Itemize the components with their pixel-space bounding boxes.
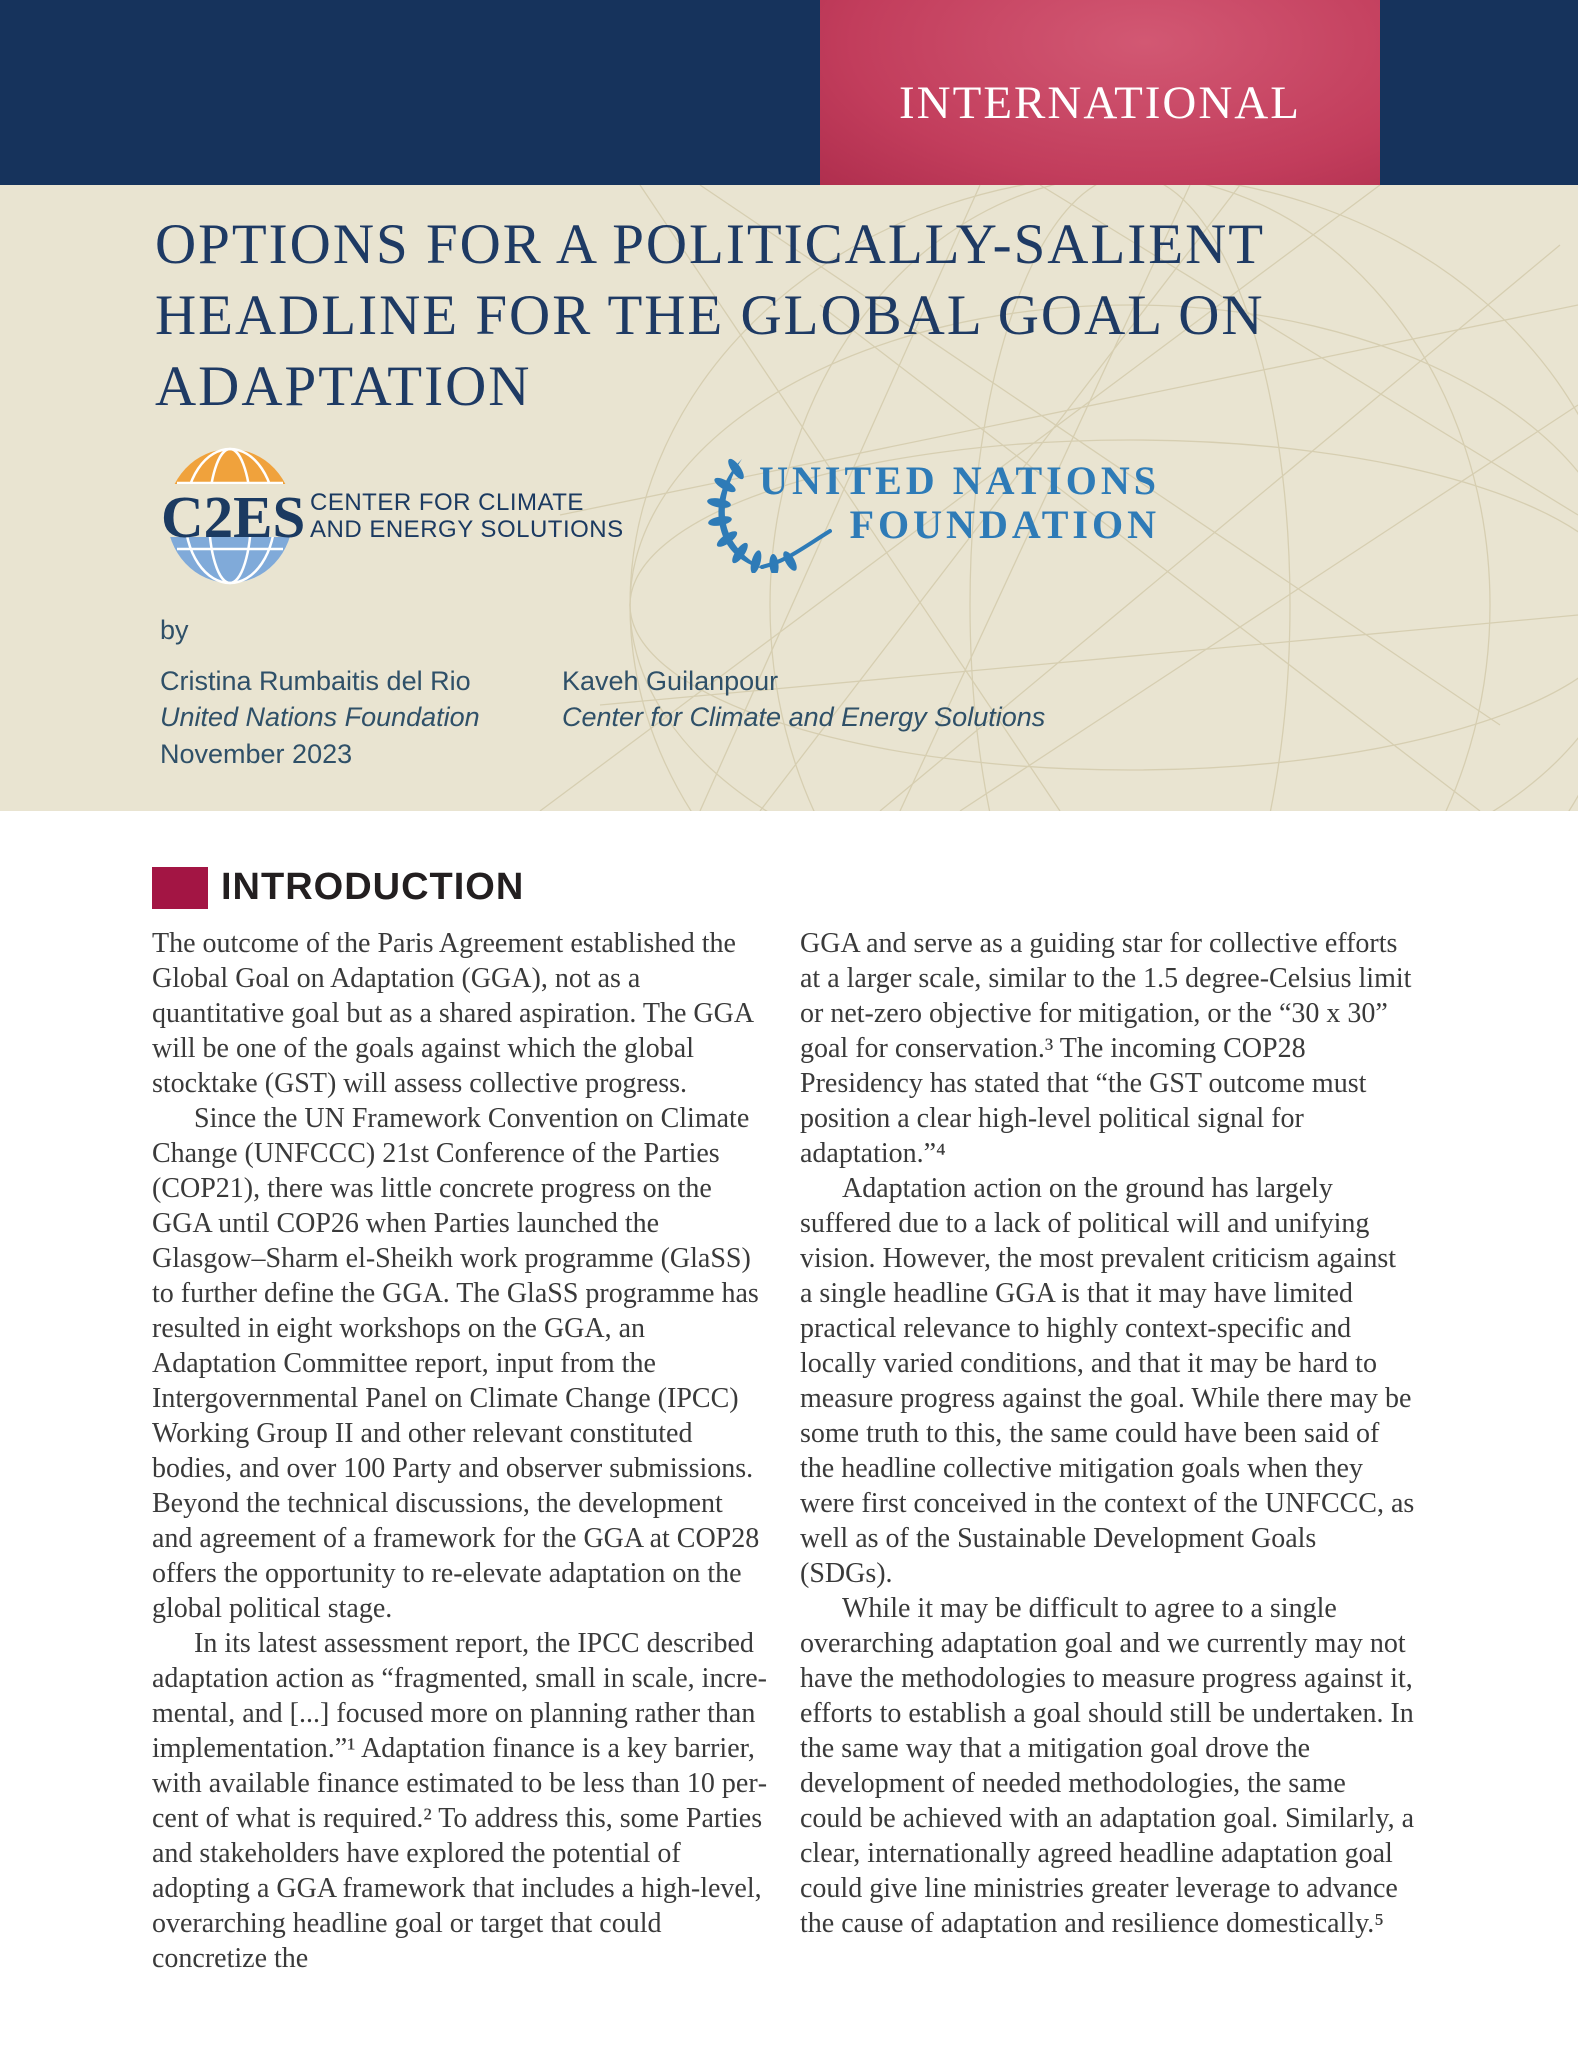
section-heading: INTRODUCTION xyxy=(221,866,525,908)
paragraph: In its latest assessment report, the IPCC described adaptation action as “fragmented, small in scale, incremental, and [...] focused more on planning rather than implementation.”¹ Adaptation finance is a key barrier, with available finance estimated to be less than 10 percent of what is required.² To address this, some Parties and stakeholders have explored the potential of adopting a GGA framework that includes a high-level, overarching headline goal or target that could concretize the xyxy=(152,1628,768,1974)
c2es-logo xyxy=(160,443,660,588)
page-title-line: ADAPTATION xyxy=(155,355,532,418)
unf-logo xyxy=(700,453,1170,575)
unf-name-line: FOUNDATION xyxy=(849,502,1160,547)
body-column-left xyxy=(152,926,767,1976)
author-affiliation: Center for Climate and Energy Solutions xyxy=(562,702,1046,732)
unf-name xyxy=(736,459,1160,547)
publication-date: November 2023 xyxy=(160,739,353,769)
paragraph: The outcome of the Paris Agreement established the Global Goal on Adaptation (GGA), not as a quantitative goal but as a shared aspiration. The GGA will be one of the goals against which the global stocktake (GST) will assess collective progress. xyxy=(152,928,753,1099)
author-block xyxy=(562,663,1045,735)
unf-name-line: UNITED NATIONS xyxy=(759,458,1160,503)
author-block xyxy=(160,663,480,735)
paragraph: Since the UN Framework Convention on Climate Change (UNFCCC) 21st Conference of the Parties (COP21), there was little concrete progress on the GGA until COP26 when Parties launched the Glasgow–Sharm el-Sheikh work programme (GlaSS) to further define the GGA. The GlaSS programme has resulted in eight workshops on the GGA, an Adaptation Committee report, input from the Intergovernmental Panel on Climate Change (IPCC) Working Group II and other relevant constituted bodies, and over 100 Party and observer submissions. Beyond the technical discussions, the development and agreement of a framework for the GGA at COP28 offers the opportunity to re-elevate adaptation on the global political stage. xyxy=(152,1103,760,1624)
page-title-line: OPTIONS FOR A POLITICALLY-SALIENT xyxy=(155,213,1266,276)
author-name: Cristina Rumbaitis del Rio xyxy=(160,666,471,696)
paragraph: Adaptation action on the ground has largely suffered due to a lack of political will and unifying vision. However, the most prevalent criticism against a single headline GGA is that it may have limited practical relevance to highly context-specific and locally varied conditions, and that it may be hard to measure progress against the goal. While there may be some truth to this, the same could have been said of the headline collective mitigation goals when they were first conceived in the context of the UNFCCC, as well as of the Sustainable Development Goals (SDGs). xyxy=(800,1173,1415,1589)
cover-hero-section xyxy=(0,185,1578,811)
international-label: INTERNATIONAL xyxy=(899,77,1301,129)
body-column-right xyxy=(800,926,1415,1941)
byline-by: by xyxy=(160,615,189,645)
c2es-name-line: CENTER FOR CLIMATE xyxy=(310,489,584,516)
paragraph: GGA and serve as a guiding star for collective efforts at a larger scale, similar to the 1.5 degree-Celsius limit or net-zero objective for mitigation, or the “30 x 30” goal for conservation.³ The incoming COP28 Presidency has stated that “the GST outcome must position a clear high-level political signal for adaptation.”⁴ xyxy=(800,928,1412,1169)
c2es-name-line: AND ENERGY SOLUTIONS xyxy=(310,516,624,543)
page-title xyxy=(155,209,1265,422)
c2es-acronym: C2ES xyxy=(161,484,306,550)
author-name: Kaveh Guilanpour xyxy=(562,666,779,696)
c2es-name xyxy=(310,489,624,543)
section-marker-square xyxy=(152,867,208,909)
page-title-line: HEADLINE FOR THE GLOBAL GOAL ON xyxy=(155,284,1265,347)
international-banner xyxy=(820,0,1380,192)
author-affiliation: United Nations Foundation xyxy=(160,702,480,732)
paragraph: While it may be difficult to agree to a single overarching adaptation goal and we currently may not have the methodologies to measure progress against it, efforts to establish a goal should still be undertaken. In the same way that a mitigation goal drove the development of needed methodologies, the same could be achieved with an adaptation goal. Similarly, a clear, internationally agreed headline adaptation goal could give line ministries greater leverage to advance the cause of adaptation and resilience domestically.⁵ xyxy=(800,1593,1414,1939)
